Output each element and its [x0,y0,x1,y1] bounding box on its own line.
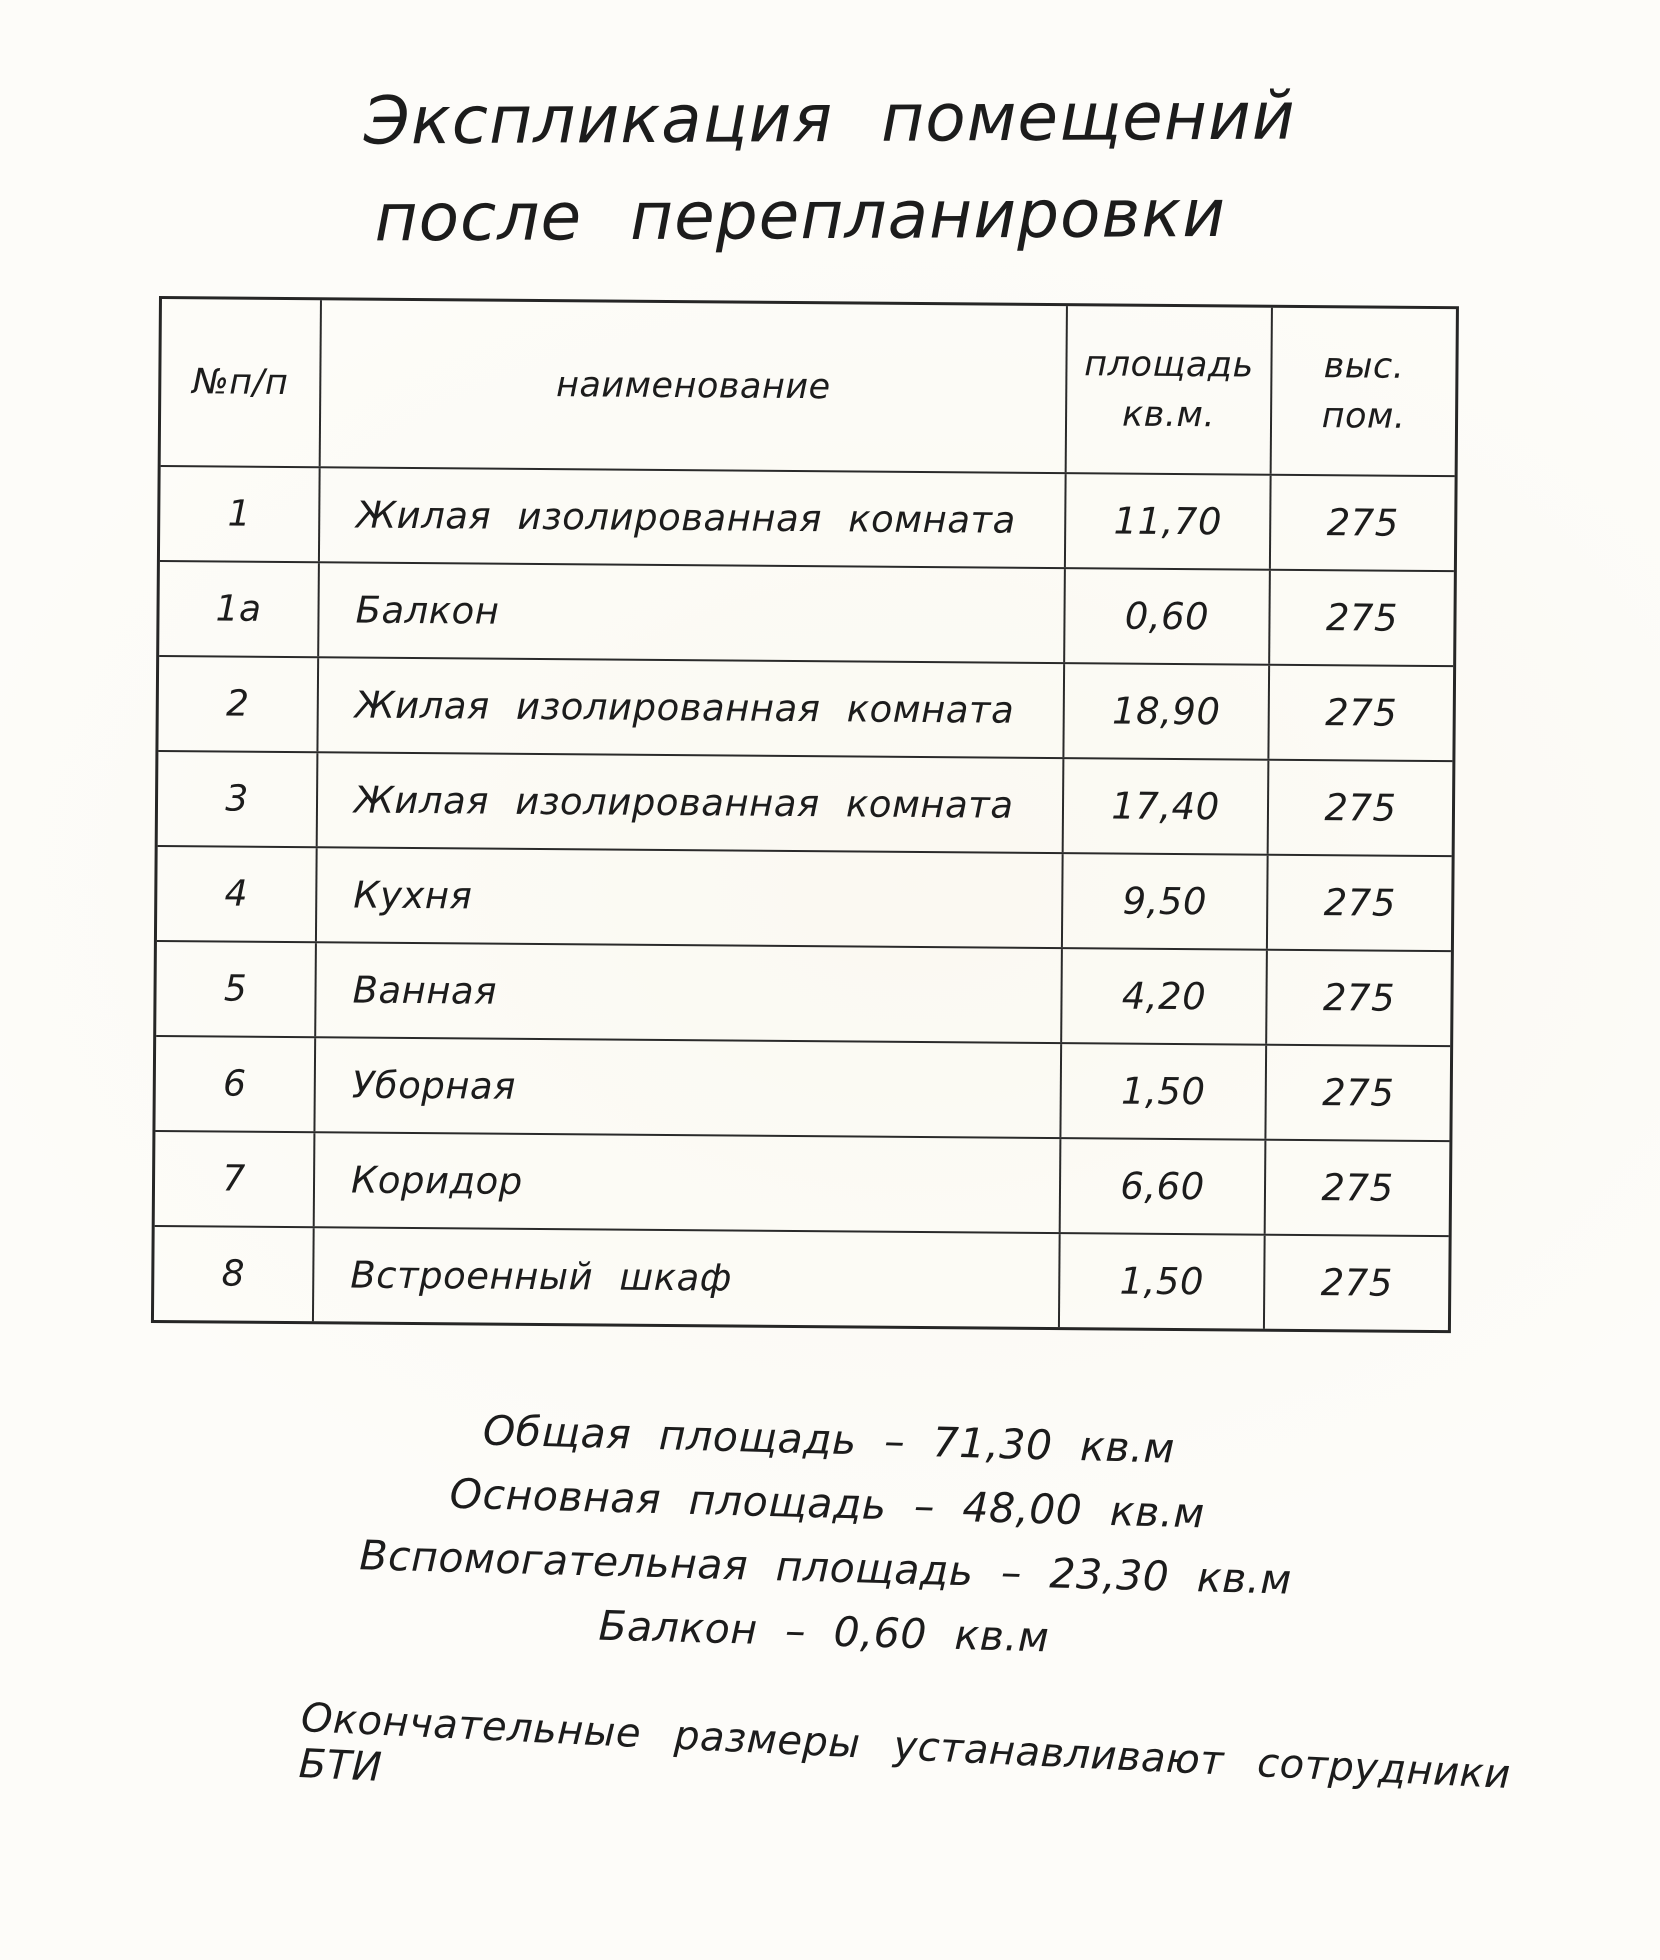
row-number: 4 [157,847,318,941]
document-title [0,66,1660,269]
table-row [157,847,1452,952]
room-height: 275 [1320,1261,1394,1305]
row-number: 2 [158,657,319,751]
room-name: Жилая изолированная комната [318,658,1065,757]
room-height: 275 [1326,501,1399,545]
row-number: 1 [160,467,321,561]
room-height: 275 [1321,1166,1394,1210]
summary-balcony-area: Балкон – 0,60 кв.м [597,1601,1050,1662]
row-number: 5 [156,942,317,1036]
room-height: 275 [1324,786,1397,830]
summary-main-area: Основная площадь – 48,00 кв.м [449,1469,1206,1538]
bti-footnote: Окончательные размеры устанавливают сотрудники БТИ [297,1695,1512,1799]
title-line-1: Экспликация помещений [363,77,1296,160]
room-name: Ванная [316,943,1063,1042]
title-line-2: после перепланировки [374,174,1227,257]
col-header-name: наименование [321,300,1068,472]
room-name: Коридор [315,1133,1062,1232]
row-number: 1а [159,562,320,656]
room-area: 4,20 [1062,949,1268,1044]
table-row [156,942,1451,1047]
room-area: 6,60 [1061,1139,1267,1234]
table-row [158,752,1453,857]
room-name: Жилая изолированная комната [318,753,1065,852]
room-area: 18,90 [1064,664,1270,759]
table-row [160,467,1455,572]
room-height: 275 [1325,691,1398,735]
room-name: Уборная [315,1038,1062,1137]
room-area: 1,50 [1060,1234,1266,1329]
table-header-row [161,299,1456,477]
room-name: Жилая изолированная комната [320,468,1067,567]
room-area: 1,50 [1061,1044,1267,1139]
row-number: 6 [155,1037,316,1131]
explication-table [151,296,1459,1333]
col-header-number: №п/п [161,299,322,466]
col-header-area: площадь кв.м. [1067,306,1273,474]
room-area: 0,60 [1065,569,1271,664]
room-height: 275 [1322,976,1396,1020]
table-row [155,1037,1450,1142]
table-row [159,562,1454,667]
room-name: Балкон [319,563,1066,662]
room-height: 275 [1325,596,1399,640]
room-height: 275 [1322,1071,1395,1115]
summary-auxiliary-area: Вспомогательная площадь – 23,30 кв.м [358,1531,1293,1604]
row-number: 7 [155,1132,316,1226]
table-row [155,1132,1450,1237]
table-row [154,1227,1449,1330]
room-area: 17,40 [1064,759,1270,854]
row-number: 3 [158,752,319,846]
table-row [158,657,1453,762]
room-area: 11,70 [1066,474,1272,569]
row-number: 8 [154,1227,315,1321]
room-name: Встроенный шкаф [314,1228,1061,1327]
room-area: 9,50 [1063,854,1269,949]
summary-total-area: Общая площадь – 71,30 кв.м [482,1406,1176,1473]
room-height: 275 [1323,881,1397,925]
col-header-height: выс. пом. [1321,346,1406,437]
area-summary [228,1392,1424,1679]
room-name: Кухня [317,848,1064,947]
